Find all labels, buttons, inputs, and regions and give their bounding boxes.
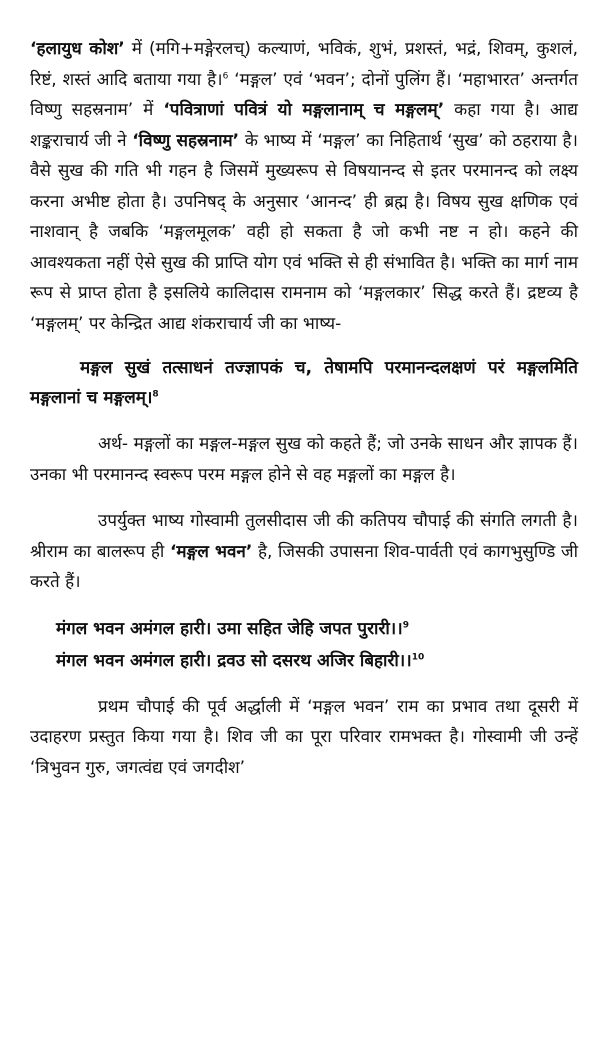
footnote-ref-8: 8 (152, 389, 159, 400)
paragraph-halayudh: ‘हलायुध कोश’ में (मगि+मङ्गेरलच्) कल्याणं, भविकं, शुभं, प्रशस्तं, भद्रं, शिवम्, कुशलं, रिष्टं, शस्तं आदि बताया गया है।$^6$ ‘मङ्गल’ एवं ‘भवन’; दोनों पुलिंग हैं। ‘महाभारत’ अन्तर्गत विष्णु सहस्रनाम’ में ‘पवित्राणां पवित्रं यो मङ्गलानाम् च मङ्गलम्’ कहा गया है। आद्य शङ्कराचार्य जी ने ‘विष्णु सहस्रनाम’ के भाष्य में ‘मङ्गल’ का निहितार्थ ‘सुख’ को ठहराया है। वैसे सुख की गति भी गहन है जिसमें मुख्यरूप से विषयानन्द से इतर परमानन्द को लक्ष्य करना अभीष्ट होता है। उपनिषद् के अनुसार ‘आनन्द’ ही ब्रह्म है। विषय सुख क्षणिक एवं नाशवान् है जबकि ‘मङ्गलमूलक’ वही हो सकता है जो कभी नष्ट न हो। कहने की आवश्यकता नहीं ऐसे सुख की प्राप्ति योग एवं भक्ति से ही संभावित है। भक्ति का मार्ग नाम रूप से प्राप्त होता है इसलिये कालिदास रामनाम को ‘मङ्गलकार’ सिद्ध करते हैं। द्रष्टव्य है ‘मङ्गलम्’ पर केन्द्रित आद्य शंकराचार्य जी का भाष्य- (30, 39, 578, 334)
chaupai-block (30, 614, 578, 676)
footnote-ref-9: 9 (402, 619, 409, 630)
chaupai-line: मंगल भवन अमंगल हारी। द्रवउ सो दसरथ अजिर बिहारी।।$^{10}$ (56, 650, 425, 671)
sanskrit-verse: मङ्गल सुखं तत्साधनं तज्ज्ञापकं च, तेषामपि परमानन्दलक्षणं परं मङ्गलमिति मङ्गलानां च मङ्गलम्।$^8$ (30, 358, 578, 408)
term-vishnu-sahasranam: ‘विष्णु सहस्रनाम’ (132, 130, 240, 151)
paragraph-bhashya: उपर्युक्त भाष्य गोस्वामी तुलसीदास जी की कतिपय चौपाई की संगति लगती है। श्रीराम का बालरूप ही ‘मङ्गल भवन’ है, जिसकी उपासना शिव-पार्वती एवं कागभुसुण्डि जी करते हैं। (30, 511, 578, 592)
footnote-ref-6: 6 (222, 70, 229, 81)
footnote-ref-10: 10 (411, 651, 425, 662)
paragraph-prathama-chaupai: प्रथम चौपाई की पूर्व अर्द्धाली में ‘मङ्गल भवन’ राम का प्रभाव तथा दूसरी में उदाहरण प्रस्तुत किया गया है। शिव जी का पूरा परिवार रामभक्त है। गोस्वामी जी उन्हें ‘त्रिभुवन गुरु, जगत्वंद्य एवं जगदीश’ (30, 696, 578, 778)
chaupai-line: मंगल भवन अमंगल हारी। उमा सहित जेहि जपत पुरारी।।$^9$ (56, 618, 409, 639)
term-mangal-bhavan: ‘मङ्गल भवन’ (169, 541, 253, 562)
term-halayudh-kosh: ‘हलायुध कोश’ (30, 39, 125, 59)
paragraph-meaning: अर्थ- मङ्गलों का मङ्गल-मङ्गल सुख को कहते हैं; जो उनके साधन और ज्ञापक हैं। उनका भी परमानन्द स्वरूप परम मङ्गल होने से वह मङ्गलों का मङ्गल है। (30, 434, 578, 485)
quote-pavitranam: ‘पवित्राणां पवित्रं यो मङ्गलानाम् च मङ्गलम्’ (163, 100, 445, 120)
